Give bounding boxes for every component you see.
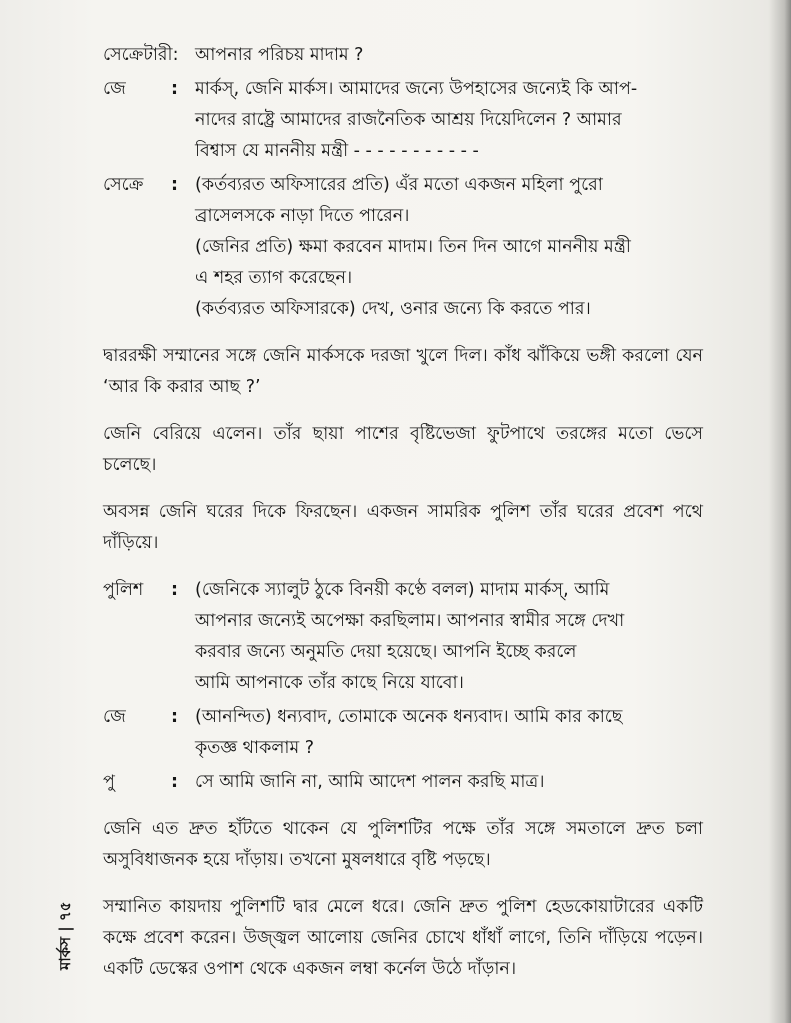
narration-paragraph: অবসন্ন জেনি ঘরের দিকে ফিরছেন। একজন সামরিক পুলিশ তাঁর ঘরের প্রবেশ পথে দাঁড়িয়ে। xyxy=(103,502,703,553)
dialogue-police-2 xyxy=(103,767,703,798)
dialogue-line: করবার জন্যে অনুমতি দেয়া হয়েছে। আপনি ইচ্ছে করলে xyxy=(195,642,577,662)
dialogue-line: বিশ্বাস যে মাননীয় মন্ত্রী - - - - - - - - - - - xyxy=(195,141,479,161)
narration-paragraph: সম্মানিত কায়দায় পুলিশটি দ্বার মেলে ধরে। জেনি দ্রুত পুলিশ হেডকোয়াটারের একটি কক্ষে প্রবেশ করেন। উজ্জ্বল আলোয় জেনির চোখে ধাঁধাঁ লাগে, তিনি দাঁড়িয়ে পড়েন। একটি ডেস্কের ওপাশ থেকে একজন লম্বা কর্নেল উঠে দাঁড়ান। xyxy=(103,897,703,979)
dialogue-jenny-1 xyxy=(103,74,703,167)
page-sidebar xyxy=(52,858,78,978)
speaker-colon: : xyxy=(171,707,178,727)
speaker-name: জে xyxy=(103,707,126,727)
speaker-name: জে xyxy=(103,79,126,99)
dialogue-line: (কর্তব্যরত অফিসারের প্রতি) এঁর মতো একজন মহিলা পুরো xyxy=(195,175,603,195)
page-content xyxy=(103,40,703,999)
narration-paragraph: দ্বাররক্ষী সম্মানের সঙ্গে জেনি মার্কসকে দরজা খুলে দিল। কাঁধ ঝাঁকিয়ে ভঙ্গী করলো যেন ‘আর কি করার আছ ?’ xyxy=(103,346,703,397)
speaker-colon: : xyxy=(171,79,178,99)
dialogue-line: আমি আপনাকে তাঁর কাছে নিয়ে যাবো। xyxy=(195,673,464,693)
speaker-name: পুলিশ xyxy=(103,580,144,600)
dialogue-line: (জেনির প্রতি) ক্ষমা করবেন মাদাম। তিন দিন আগে মাননীয় মন্ত্রী xyxy=(195,237,631,257)
dialogue-line: আপনার পরিচয় মাদাম ? xyxy=(195,45,364,65)
dialogue-line: কৃতজ্ঞ থাকলাম ? xyxy=(195,738,315,758)
dialogue-line: সে আমি জানি না, আমি আদেশ পালন করছি মাত্র। xyxy=(195,772,545,792)
speaker-colon: : xyxy=(171,580,178,600)
running-header-page-number: মার্কস | ৭৫ xyxy=(56,901,74,970)
speaker-colon: : xyxy=(171,175,178,195)
dialogue-line: এ শহর ত্যাগ করেছেন। xyxy=(195,268,353,288)
narration-paragraph: জেনি এত দ্রুত হাঁটতে থাকেন যে পুলিশটির পক্ষে তাঁর সঙ্গে সমতালে দ্রুত চলা অসুবিধাজনক হয়ে দাঁড়ায়। তখনো মুষলধারে বৃষ্টি পড়ছে। xyxy=(103,819,703,870)
dialogue-police-1 xyxy=(103,575,703,699)
dialogue-line: আপনার জন্যেই অপেক্ষা করছিলাম। আপনার স্বামীর সঙ্গে দেখা xyxy=(195,611,625,631)
dialogue-line: (কর্তব্যরত অফিসারকে) দেখ, ওনার জন্যে কি করতে পার। xyxy=(195,299,591,319)
dialogue-secretary-2 xyxy=(103,170,703,325)
speaker-colon: : xyxy=(171,772,178,792)
dialogue-line: ব্রাসেলসকে নাড়া দিতে পারেন। xyxy=(195,206,410,226)
dialogue-jenny-2 xyxy=(103,702,703,764)
narration-paragraph: জেনি বেরিয়ে এলেন। তাঁর ছায়া পাশের বৃষ্টিভেজা ফুটপাথে তরঙ্গের মতো ভেসে চলেছে। xyxy=(103,424,703,475)
dialogue-secretary-1 xyxy=(103,40,703,71)
speaker-name: পু xyxy=(103,772,115,792)
dialogue-line: (আনন্দিত) ধন্যবাদ, তোমাকে অনেক ধন্যবাদ। আমি কার কাছে xyxy=(195,707,623,727)
speaker-name: সেক্রেটারী: xyxy=(103,45,179,65)
page-edge-shadow xyxy=(769,0,791,1023)
dialogue-line: (জেনিকে স্যালুট ঠুকে বিনয়ী কণ্ঠে বলল) মাদাম মার্কস্, আমি xyxy=(195,580,610,600)
dialogue-line: নাদের রাষ্ট্রে আমাদের রাজনৈতিক আশ্রয় দিয়েদিলেন ? আমার xyxy=(195,110,622,130)
dialogue-line: মার্কস্, জেনি মার্কস। আমাদের জন্যে উপহাসের জন্যেই কি আপ- xyxy=(195,79,638,99)
speaker-name: সেক্রে xyxy=(103,175,144,195)
